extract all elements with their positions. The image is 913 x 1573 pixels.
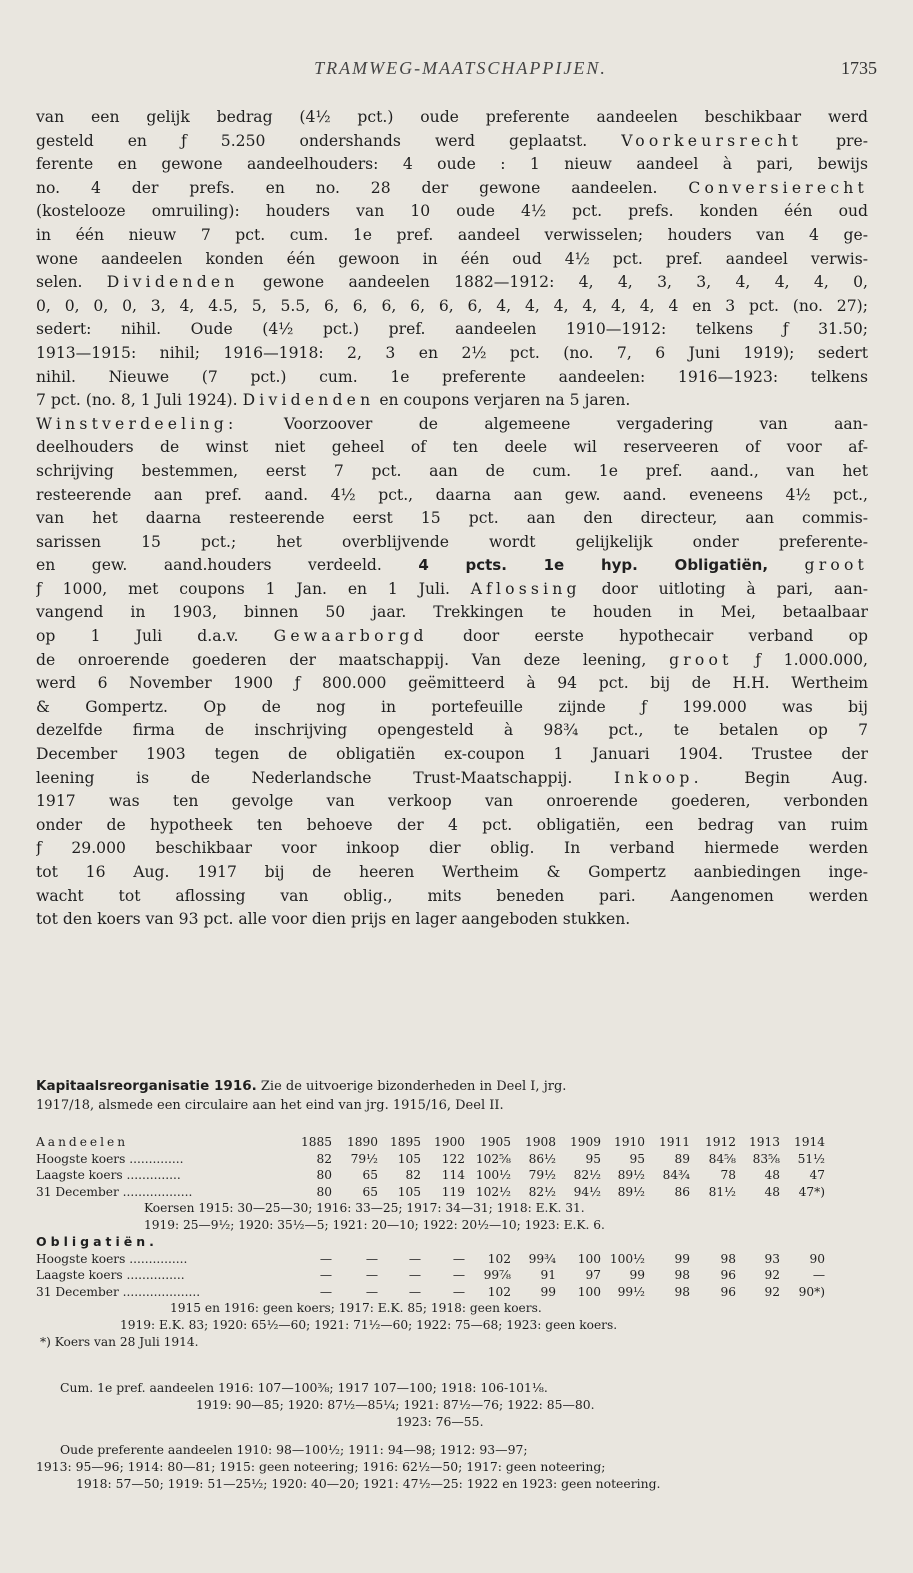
text-line: in één nieuw 7 pct. cum. 1e pref. aandeel verwisselen; houders van 4 ge- xyxy=(36,225,868,244)
koersen-note: Koersen 1915: 30—25—30; 1916: 33—25; 1917: 34—31; 1918: E.K. 31. xyxy=(144,1201,585,1216)
row-label: Aandeelen xyxy=(36,1135,129,1149)
text-line: leening is de Nederlandsche Trust-Maatschappij. Inkoop. Begin Aug. xyxy=(36,768,868,787)
table-cell: — xyxy=(452,1251,465,1266)
table-cell: 93 xyxy=(764,1251,780,1266)
table-cell: 99¾ xyxy=(528,1251,556,1266)
cum-pref-line3: 1923: 76—55. xyxy=(396,1414,484,1429)
text-line: deelhouders de winst niet geheel of ten deele wil reserveeren of voor af- xyxy=(36,438,868,457)
table-cell: 82 xyxy=(405,1168,421,1183)
text-line: van een gelijk bedrag (4½ pct.) oude preferente aandeelen beschikbaar werd xyxy=(36,108,868,126)
text-line: & Gompertz. Op de nog in portefeuille zijnde ƒ 199.000 was bij xyxy=(36,697,868,716)
page-number: 1735 xyxy=(841,58,877,78)
oude-pref-block xyxy=(36,1441,876,1492)
row-label: 31 December .................. xyxy=(36,1184,193,1199)
text-line: gesteld en ƒ 5.250 ondershands werd geplaatst. Voorkeursrecht pre- xyxy=(36,131,868,150)
table-row xyxy=(36,1251,876,1268)
footnote: *) Koers van 28 Juli 1914. xyxy=(40,1334,199,1349)
row-label: Hoogste koers .............. xyxy=(36,1151,184,1166)
table-cell: 100 xyxy=(577,1251,601,1266)
table-cell: 102 xyxy=(487,1284,511,1299)
table-cell: 96 xyxy=(720,1268,736,1283)
text-line: resteerende aan pref. aand. 4½ pct., daarna aan gew. aand. eveneens 4½ pct., xyxy=(36,485,868,504)
table-row xyxy=(36,1184,876,1201)
table-cell: — xyxy=(408,1284,421,1299)
table-cell: 89 xyxy=(674,1151,690,1166)
text-line: nihil. Nieuwe (7 pct.) cum. 1e preferente aandeelen: 1916—1923: telkens xyxy=(36,367,868,386)
text-line: Winstverdeeling: Voorzoover de algemeene vergadering van aan- xyxy=(36,414,868,433)
table-cell: — xyxy=(319,1284,332,1299)
table-cell: 80 xyxy=(316,1184,332,1199)
table-cell: 78 xyxy=(720,1168,736,1183)
table-cell: 47*) xyxy=(798,1184,825,1199)
table-cell: — xyxy=(365,1284,378,1299)
text-line: 1917 was ten gevolge van verkoop van onroerende goederen, verbonden xyxy=(36,792,868,811)
table-cell: 98 xyxy=(674,1268,690,1283)
table-cell: 119 xyxy=(441,1184,465,1199)
table-cell: — xyxy=(812,1268,825,1283)
table-cell: — xyxy=(319,1251,332,1266)
obligatien-note: 1919: E.K. 83; 1920: 65½—60; 1921: 71½—60; 1922: 75—68; 1923: geen koers. xyxy=(120,1317,618,1332)
table-cell: 95 xyxy=(629,1151,645,1166)
running-title: TRAMWEG-MAATSCHAPPIJEN. xyxy=(314,58,607,78)
table-cell: 102⅝ xyxy=(475,1151,511,1166)
row-label: 31 December .................... xyxy=(36,1284,201,1299)
table-cell: 90 xyxy=(809,1251,825,1266)
kapitaalsreorganisatie-note xyxy=(36,1077,872,1115)
table-cell: 82½ xyxy=(528,1184,556,1199)
table-cell: — xyxy=(452,1268,465,1283)
text-line: van het daarna resteerende eerst 15 pct. aan den directeur, aan commis- xyxy=(36,509,868,528)
table-cell: 100½ xyxy=(609,1251,645,1266)
table-cell: 100 xyxy=(577,1284,601,1299)
table-cell: 89½ xyxy=(617,1168,645,1183)
table-cell: 80 xyxy=(316,1168,332,1183)
table-cell: 1890 xyxy=(346,1135,378,1149)
table-cell: 98 xyxy=(720,1251,736,1266)
obligatien-koers-table xyxy=(36,1234,876,1350)
table-cell: — xyxy=(408,1268,421,1283)
table-cell: 102½ xyxy=(475,1184,511,1199)
text-line: schrijving bestemmen, eerst 7 pct. aan de cum. 1e pref. aand., van het xyxy=(36,461,868,480)
table-cell: 114 xyxy=(441,1168,465,1183)
text-line: selen. Dividenden gewone aandeelen 1882—1912: 4, 4, 3, 3, 4, 4, 4, 0, xyxy=(36,273,868,292)
text-line: de onroerende goederen der maatschappij. Van deze leening, groot ƒ 1.000.000, xyxy=(36,650,868,669)
text-line: 7 pct. (no. 8, 1 Juli 1924). Dividenden en coupons verjaren na 5 jaren. xyxy=(36,391,631,410)
koersen-note: 1919: 25—9½; 1920: 35½—5; 1921: 20—10; 1922: 20½—10; 1923: E.K. 6. xyxy=(144,1217,605,1232)
table-cell: 82 xyxy=(316,1151,332,1166)
table-cell: 105 xyxy=(397,1151,421,1166)
table-cell: 95 xyxy=(585,1151,601,1166)
kapitaal-heading: Kapitaalsreorganisatie 1916. xyxy=(36,1078,257,1094)
row-label: Laagste koers ............... xyxy=(36,1268,185,1283)
obligatien-heading xyxy=(36,1234,876,1251)
table-cell: 1885 xyxy=(300,1135,332,1149)
oude-pref-line1: Oude preferente aandeelen 1910: 98—100½; 1911: 94—98; 1912: 93—97; xyxy=(60,1442,528,1457)
table-cell: 1914 xyxy=(793,1135,825,1149)
page-header xyxy=(36,58,885,88)
oude-pref-line3: 1918: 57—50; 1919: 51—25½; 1920: 40—20; 1921: 47½—25: 1922 en 1923: geen noteering. xyxy=(76,1476,661,1491)
text-line: sedert: nihil. Oude (4½ pct.) pref. aandeelen 1910—1912: telkens ƒ 31.50; xyxy=(36,320,868,339)
text-line: (kostelooze omruiling): houders van 10 oude 4½ pct. prefs. konden één oud xyxy=(36,202,868,221)
main-text xyxy=(36,106,868,932)
table-cell: — xyxy=(319,1268,332,1283)
table-cell: 91 xyxy=(540,1268,556,1283)
table-cell: 1912 xyxy=(704,1135,736,1149)
text-line: vangend in 1903, binnen 50 jaar. Trekkingen te houden in Mei, betaalbaar xyxy=(36,603,868,622)
table-cell: 90*) xyxy=(798,1284,825,1299)
table-cell: 99 xyxy=(629,1268,645,1283)
table-cell: 86 xyxy=(674,1184,690,1199)
table-cell: 92 xyxy=(764,1268,780,1283)
table-cell: 102 xyxy=(487,1251,511,1266)
table-row xyxy=(36,1167,876,1184)
table-cell: — xyxy=(408,1251,421,1266)
table-cell: 1900 xyxy=(433,1135,465,1149)
table-cell: 94½ xyxy=(573,1184,601,1199)
text-line: 1913—1915: nihil; 1916—1918: 2, 3 en 2½ pct. (no. 7, 6 Juni 1919); sedert xyxy=(36,343,868,362)
table-row xyxy=(36,1284,876,1301)
text-line: en gew. aand.houders verdeeld. 4 pcts. 1e hyp. Obligatiën, groot xyxy=(36,556,868,575)
table-cell: — xyxy=(452,1284,465,1299)
text-line: ƒ 29.000 beschikbaar voor inkoop dier oblig. In verband hiermede werden xyxy=(36,839,868,858)
text-line: werd 6 November 1900 ƒ 800.000 geëmitteerd à 94 pct. bij de H.H. Wertheim xyxy=(36,674,868,693)
table-cell: 1910 xyxy=(613,1135,645,1149)
table-cell: 1909 xyxy=(569,1135,601,1149)
text-line: wacht tot aflossing van oblig., mits beneden pari. Aangenomen werden xyxy=(36,886,868,905)
table-cell: 82½ xyxy=(573,1168,601,1183)
table-cell: 89½ xyxy=(617,1184,645,1199)
table-cell: 99 xyxy=(540,1284,556,1299)
table-cell: 51½ xyxy=(797,1151,825,1166)
table-cell: — xyxy=(365,1268,378,1283)
table-cell: 98 xyxy=(674,1284,690,1299)
text-line: ferente en gewone aandeelhouders: 4 oude : 1 nieuw aandeel à pari, bewijs xyxy=(36,155,868,174)
table-cell: 99½ xyxy=(617,1284,645,1299)
table-cell: 96 xyxy=(720,1284,736,1299)
text-line: tot 16 Aug. 1917 bij de heeren Wertheim & Gompertz aanbiedingen inge- xyxy=(36,863,868,881)
aandeelen-koers-table xyxy=(36,1134,876,1234)
text-line: no. 4 der prefs. en no. 28 der gewone aandeelen. Conversierecht xyxy=(36,178,868,197)
cum-pref-line2: 1919: 90—85; 1920: 87½—85¼; 1921: 87½—76; 1922: 85—80. xyxy=(196,1397,595,1412)
table-cell: 99 xyxy=(674,1251,690,1266)
text-line: December 1903 tegen de obligatiën ex-coupon 1 Januari 1904. Trustee der xyxy=(36,745,868,764)
oude-pref-line2: 1913: 95—96; 1914: 80—81; 1915: geen noteering; 1916: 62½—50; 1917: geen noteering; xyxy=(36,1459,606,1474)
table-cell: 79½ xyxy=(350,1151,378,1166)
table-cell: 99⅞ xyxy=(483,1268,511,1283)
table-cell: 48 xyxy=(764,1168,780,1183)
table-row xyxy=(36,1151,876,1168)
table-cell: 122 xyxy=(441,1151,465,1166)
table-cell: 105 xyxy=(397,1184,421,1199)
kapitaal-line2: 1917/18, alsmede een circulaire aan het eind van jrg. 1915/16, Deel II. xyxy=(36,1098,504,1113)
table-row xyxy=(36,1267,876,1284)
text-line: ƒ 1000, met coupons 1 Jan. en 1 Juli. Aflossing door uitloting à pari, aan- xyxy=(36,579,868,598)
table-cell: 1911 xyxy=(658,1135,690,1149)
table-cell: 86½ xyxy=(528,1151,556,1166)
table-header-row xyxy=(36,1134,876,1151)
table-cell: — xyxy=(365,1251,378,1266)
table-cell: 84⅝ xyxy=(708,1151,736,1166)
cum-pref-block xyxy=(36,1379,876,1430)
row-label: Hoogste koers ............... xyxy=(36,1251,188,1266)
text-line: wone aandeelen konden één gewoon in één oud 4½ pct. pref. aandeel verwis- xyxy=(36,249,868,268)
text-line: op 1 Juli d.a.v. Gewaarborgd door eerste hypothecair verband op xyxy=(36,627,868,646)
table-cell: 1908 xyxy=(524,1135,556,1149)
table-cell: 92 xyxy=(764,1284,780,1299)
kapitaal-line1: Zie de uitvoerige bizonderheden in Deel I, jrg. xyxy=(260,1079,567,1094)
table-cell: 48 xyxy=(764,1184,780,1199)
obligatien-note: 1915 en 1916: geen koers; 1917: E.K. 85; 1918: geen koers. xyxy=(170,1301,542,1316)
text-line: 0, 0, 0, 0, 3, 4, 4.5, 5, 5.5, 6, 6, 6, 6, 6, 6, 4, 4, 4, 4, 4, 4, 4 en 3 pct. (no. 27); xyxy=(36,296,868,315)
table-cell: 1905 xyxy=(479,1135,511,1149)
table-cell: 65 xyxy=(362,1168,378,1183)
obligatien-title: Obligatiën. xyxy=(36,1234,158,1249)
table-cell: 47 xyxy=(809,1168,825,1183)
table-cell: 1913 xyxy=(748,1135,780,1149)
table-cell: 79½ xyxy=(528,1168,556,1183)
table-cell: 97 xyxy=(585,1268,601,1283)
text-line: tot den koers van 93 pct. alle voor dien prijs en lager aangeboden stukken. xyxy=(36,910,631,929)
row-label: Laagste koers .............. xyxy=(36,1168,181,1183)
table-cell: 1895 xyxy=(389,1135,421,1149)
cum-pref-line1: Cum. 1e pref. aandeelen 1916: 107—100⅜; 1917 107—100; 1918: 106-101⅛. xyxy=(60,1380,548,1395)
table-cell: 81½ xyxy=(708,1184,736,1199)
table-cell: 83⅝ xyxy=(752,1151,780,1166)
text-line: onder de hypotheek ten behoeve der 4 pct. obligatiën, een bedrag van ruim xyxy=(36,815,868,834)
table-cell: 65 xyxy=(362,1184,378,1199)
table-cell: 100½ xyxy=(475,1168,511,1183)
text-line: sarissen 15 pct.; het overblijvende wordt gelijkelijk onder preferente- xyxy=(36,532,868,551)
table-cell: 84¾ xyxy=(662,1168,690,1183)
text-line: dezelfde firma de inschrijving opengesteld à 98¾ pct., te betalen op 7 xyxy=(36,721,868,740)
